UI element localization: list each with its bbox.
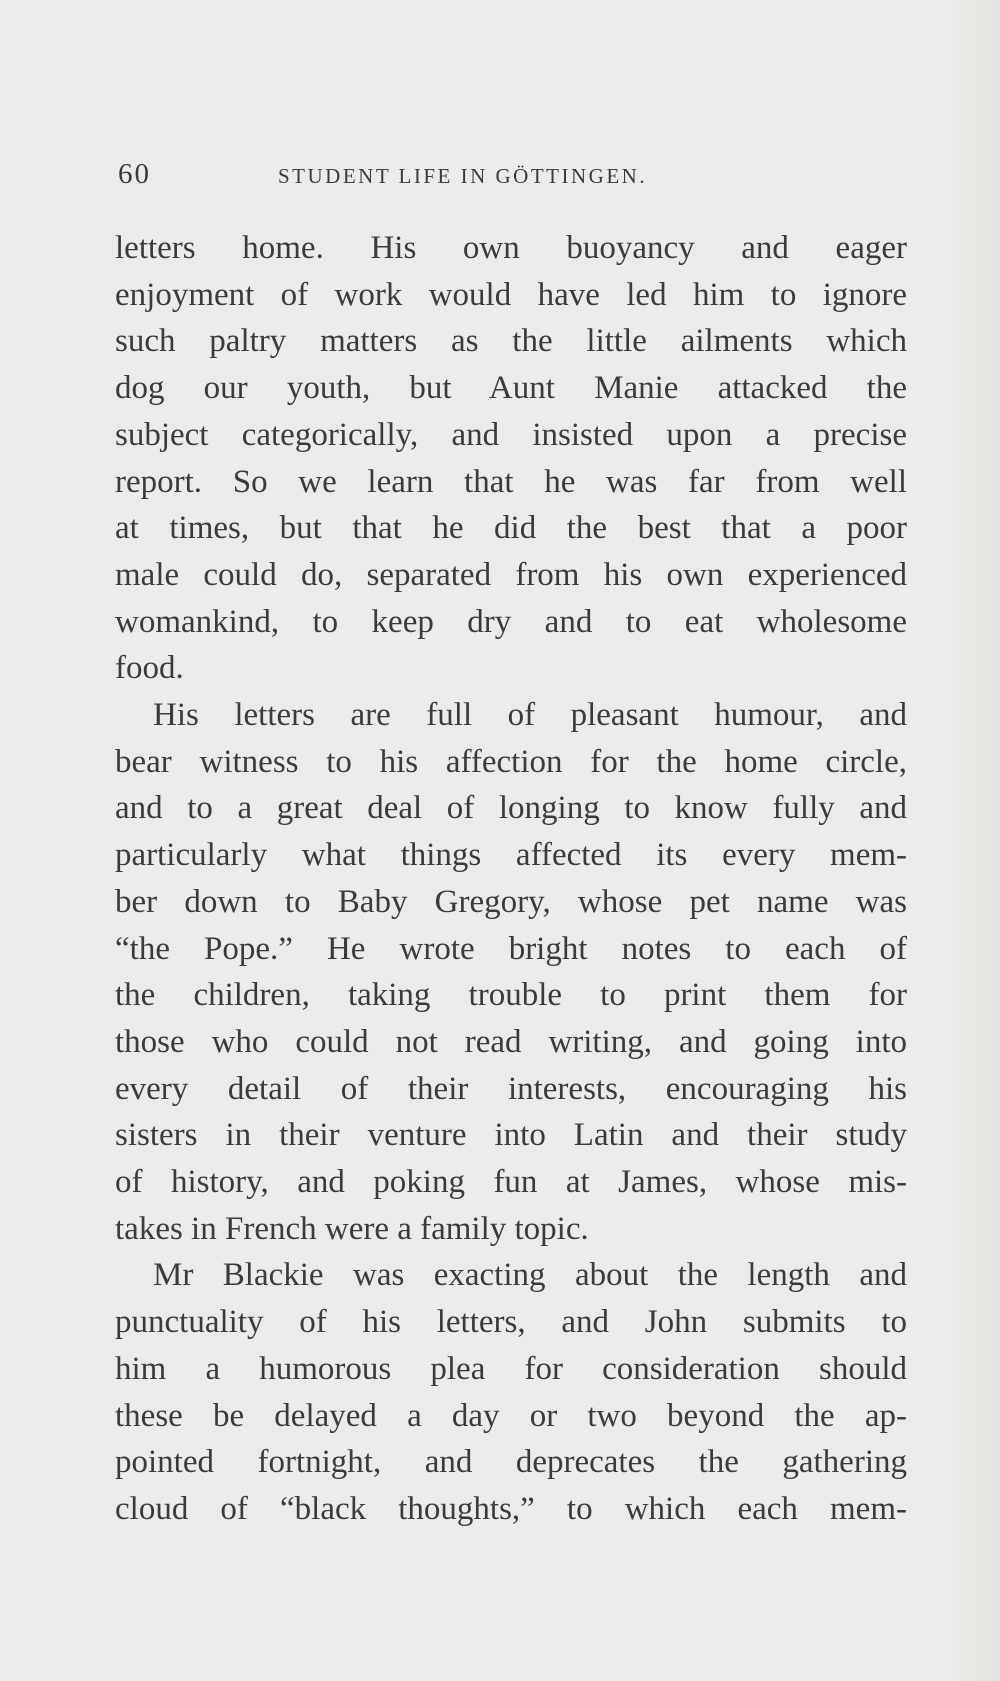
text-line: Mr Blackie was exacting about the length and <box>153 1257 907 1294</box>
text-line: ber down to Baby Gregory, whose pet name was <box>115 883 907 920</box>
text-line: “the Pope.” He wrote bright notes to each of <box>115 930 907 967</box>
text-line: these be delayed a day or two beyond the ap- <box>115 1397 907 1434</box>
running-head: STUDENT LIFE IN GÖTTINGEN. <box>278 164 648 188</box>
body-text <box>115 225 907 1533</box>
text-line: sisters in their venture into Latin and their study <box>115 1117 907 1154</box>
text-line: dog our youth, but Aunt Manie attacked the <box>115 370 907 407</box>
text-line: womankind, to keep dry and to eat wholesome <box>115 603 907 640</box>
page-header <box>118 158 918 198</box>
text-line: pointed fortnight, and deprecates the gathering <box>115 1444 907 1481</box>
text-line: enjoyment of work would have led him to ignore <box>115 276 907 313</box>
paragraph-1 <box>115 225 907 692</box>
text-line: letters home. His own buoyancy and eager <box>115 230 907 266</box>
text-line: and to a great deal of longing to know fully and <box>115 790 907 827</box>
text-line: at times, but that he did the best that a poor <box>115 510 907 547</box>
text-line: those who could not read writing, and going into <box>115 1023 907 1060</box>
text-line: report. So we learn that he was far from well <box>115 463 907 500</box>
page-edge-shadow <box>950 0 1000 1681</box>
text-line: of history, and poking fun at James, whose mis- <box>115 1164 907 1201</box>
text-line: particularly what things affected its every mem- <box>115 837 907 874</box>
text-line: punctuality of his letters, and John submits to <box>115 1304 907 1341</box>
text-line: subject categorically, and insisted upon a precise <box>115 416 907 453</box>
text-line: the children, taking trouble to print them for <box>115 977 907 1014</box>
text-line: every detail of their interests, encouraging his <box>115 1070 907 1107</box>
text-line: male could do, separated from his own experienced <box>115 556 907 593</box>
text-line: him a humorous plea for consideration should <box>115 1350 907 1387</box>
page-number: 60 <box>118 158 151 190</box>
paragraph-3 <box>115 1252 907 1532</box>
text-line: His letters are full of pleasant humour, and <box>153 697 907 734</box>
text-line: food. <box>115 650 184 687</box>
text-line: cloud of “black thoughts,” to which each mem- <box>115 1490 907 1527</box>
paragraph-2 <box>115 692 907 1252</box>
text-line: such paltry matters as the little ailments which <box>115 323 907 360</box>
text-line: bear witness to his affection for the home circle, <box>115 743 907 780</box>
text-line: takes in French were a family topic. <box>115 1210 589 1247</box>
